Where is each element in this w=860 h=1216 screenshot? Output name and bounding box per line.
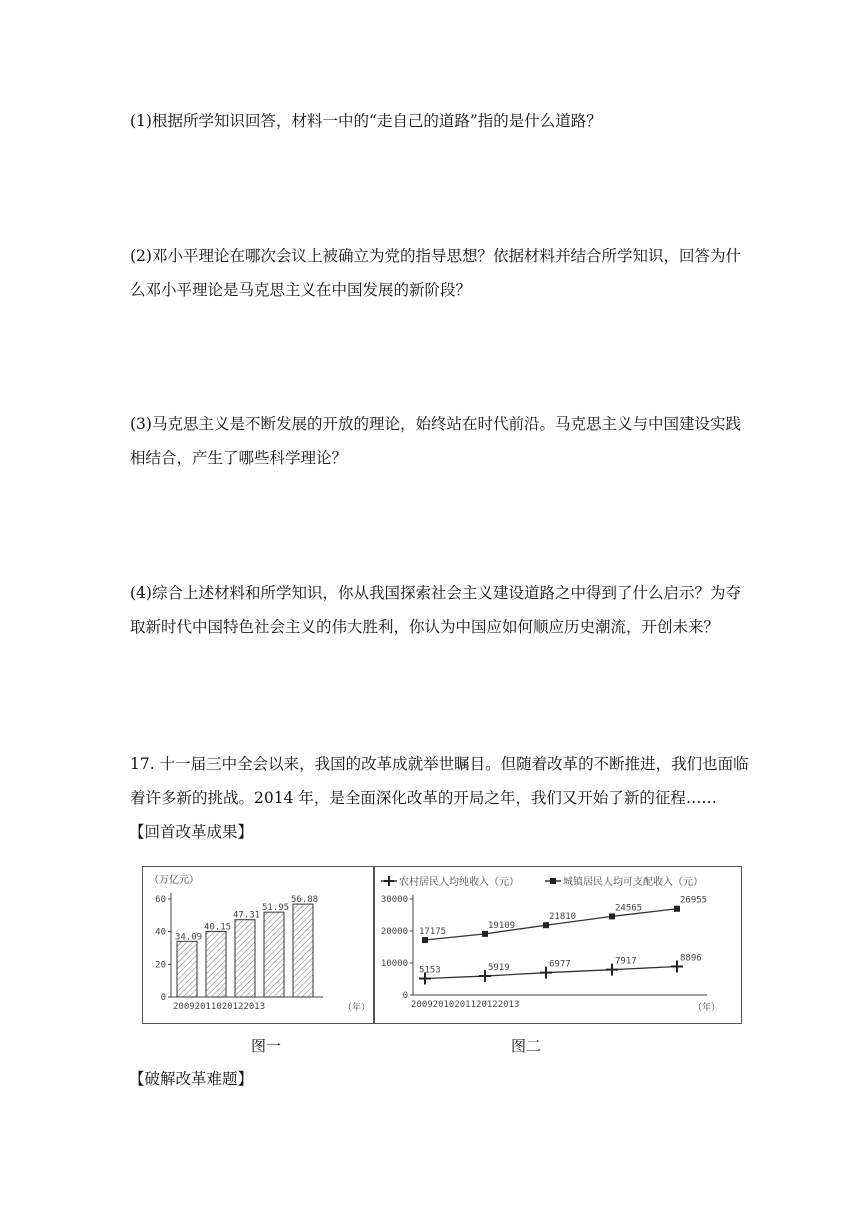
point-value-label: 5153 — [419, 965, 441, 976]
bar-value-label: 51.95 — [262, 903, 290, 914]
question-1-text: (1)根据所学知识回答，材料一中的“走自己的道路”指的是什么道路？ — [130, 112, 602, 130]
legend-rural-marker — [384, 876, 394, 886]
y-tick-label: 0 — [402, 991, 408, 1001]
x-axis-unit-label: （年） — [693, 1003, 721, 1013]
point-value-label: 26955 — [680, 895, 708, 906]
bar-2012 — [264, 912, 284, 997]
question-3 — [130, 407, 741, 475]
x-tick-labels: 20092010201120122013 — [411, 1000, 520, 1010]
point-value-label: 7917 — [615, 956, 637, 967]
y-tick-label: 20000 — [380, 927, 408, 937]
bar-value-label: 34.09 — [175, 932, 203, 943]
point-value-label: 5919 — [488, 963, 510, 974]
question-17-line-2: 着许多新的挑战。2014 年，是全面深化改革的开局之年，我们又开始了新的征程…… — [130, 789, 717, 807]
point-value-label: 21810 — [549, 912, 577, 923]
bar-2011 — [235, 920, 255, 997]
point-value-label: 8896 — [680, 953, 702, 964]
question-17 — [129, 747, 749, 849]
y-axis-unit-label: （万亿元） — [149, 875, 199, 886]
question-17-line-1: 17. 十一届三中全会以来，我国的改革成就举世瞩目。但随着改革的不断推进，我们也面临 — [130, 755, 749, 773]
section-heading-review: 【回首改革成果】 — [129, 823, 254, 841]
figure-2-line-chart — [375, 867, 741, 1023]
bar-value-label: 56.88 — [291, 895, 319, 906]
question-3-line-1: (3)马克思主义是不断发展的开放的理论，始终站在时代前沿。马克思主义与中国建设实践 — [130, 415, 741, 433]
figure-area — [142, 866, 742, 1026]
question-4 — [130, 576, 741, 644]
legend-urban-label: 城镇居民人均可支配收入（元） — [563, 877, 703, 888]
point-value-label: 19109 — [488, 920, 516, 931]
urban-point-2010 — [482, 931, 488, 937]
bar-2013 — [293, 904, 313, 997]
y-tick-label: 30000 — [380, 895, 408, 905]
section-heading-challenges-wrap — [130, 1062, 730, 1096]
x-axis-unit-label: （年） — [343, 1003, 371, 1013]
y-tick-label: 10000 — [380, 959, 408, 969]
x-tick-labels: 20092011020122013 — [173, 1002, 266, 1012]
bar-value-label: 47.31 — [233, 910, 261, 921]
y-tick-label: 0 — [160, 993, 166, 1003]
urban-point-2013 — [674, 906, 680, 912]
urban-point-2009 — [422, 937, 428, 943]
urban-point-2012 — [609, 913, 615, 919]
figure-1-caption: 图一 — [251, 1037, 282, 1055]
question-2 — [130, 239, 741, 307]
legend-urban-marker — [550, 878, 556, 884]
point-value-label: 17175 — [419, 927, 447, 938]
bar-value-label: 40.15 — [204, 922, 232, 933]
point-value-label: 24565 — [615, 903, 643, 914]
figure-1-panel — [142, 866, 374, 1024]
y-tick-label: 20 — [155, 960, 166, 971]
section-heading-challenges: 【破解改革难题】 — [129, 1070, 254, 1088]
figure-2-panel — [374, 866, 742, 1024]
question-2-line-2: 么邓小平理论是马克思主义在中国发展的新阶段？ — [130, 281, 472, 299]
bar-2010 — [206, 931, 226, 997]
question-2-line-1: (2)邓小平理论在哪次会议上被确立为党的指导思想？依据材料并结合所学知识，回答为什 — [130, 247, 741, 265]
figure-2-caption: 图二 — [511, 1037, 542, 1055]
y-tick-label: 40 — [155, 927, 166, 938]
figure-1-bar-chart — [143, 867, 373, 1023]
legend-rural-label: 农村居民人均纯收入（元） — [399, 877, 519, 888]
question-4-line-2: 取新时代中国特色社会主义的伟大胜利，你认为中国应如何顺应历史潮流，开创未来？ — [130, 618, 720, 636]
question-4-line-1: (4)综合上述材料和所学知识，你从我国探索社会主义建设道路之中得到了什么启示？为夺 — [130, 584, 741, 602]
y-tick-label: 60 — [155, 895, 166, 905]
question-3-line-2: 相结合，产生了哪些科学理论？ — [130, 449, 348, 467]
question-1 — [130, 104, 730, 138]
urban-point-2011 — [543, 922, 549, 928]
bar-2009 — [177, 941, 197, 997]
point-value-label: 6977 — [549, 959, 571, 970]
